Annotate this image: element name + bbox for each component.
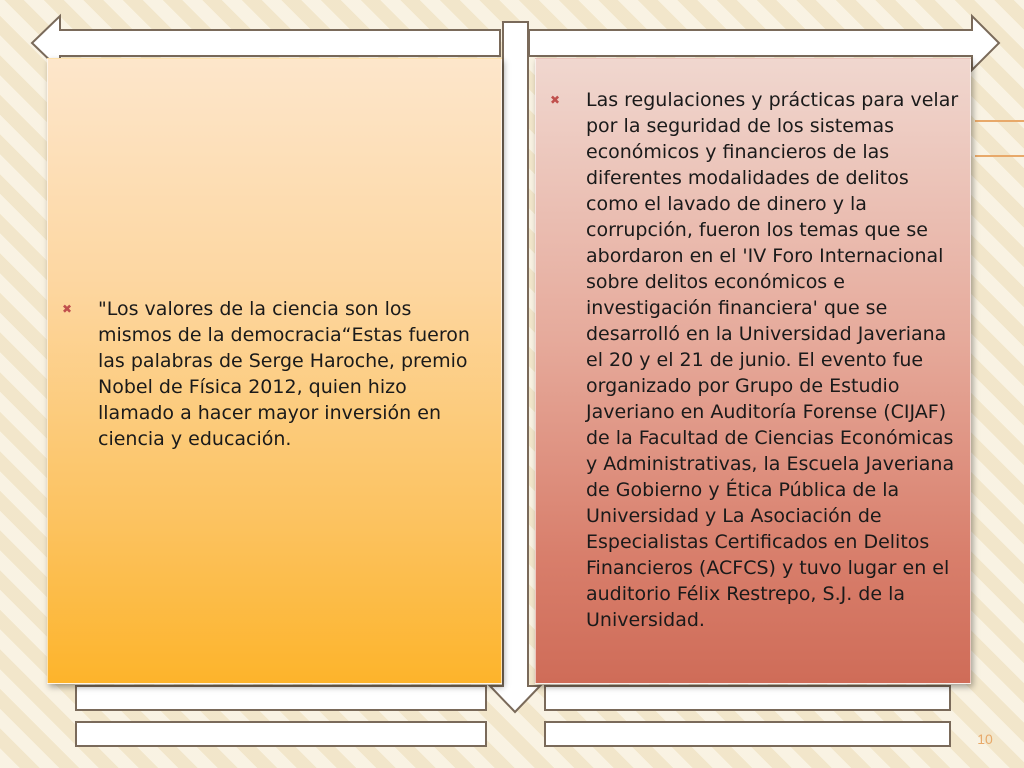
- lower-bar-left-2: [76, 722, 486, 746]
- lower-bar-right-2: [545, 722, 950, 746]
- left-bullet: [48, 296, 501, 452]
- left-bullet-text: "Los valores de la ciencia son los mismos de la democracia“Estas fueron las palabras de Serge Haroche, premio Nobel de Física 2012, quien hizo llamado a hacer mayor inversión en ciencia y educación.: [98, 297, 470, 450]
- lower-bar-left-1: [76, 686, 486, 710]
- left-text-panel: [47, 58, 502, 684]
- page-number: 10: [977, 731, 993, 747]
- cross-bullet-icon: ✖: [62, 301, 73, 316]
- right-bullet-text: Las regulaciones y prácticas para velar por la seguridad de los sistemas económicos y financieros de las diferentes modalidades de delitos como el lavado de dinero y la corrupción, fueron los temas que se abordaron en el 'IV Foro Internacional sobre delitos económicos e investigación financiera' que se desarrolló en la Universidad Javeriana el 20 y el 21 de junio. El evento fue organizado por Grupo de Estudio Javeriano en Auditoría Forense (CIJAF) de la Facultad de Ciencias Económicas y Administrativas, la Escuela Javeriana de Gobierno y Ética Pública de la Universidad y La Asociación de Especialistas Certificados en Delitos Financieros (ACFCS) y tuvo lugar en el auditorio Félix Restrepo, S.J. de la Universidad.: [586, 89, 959, 631]
- cross-bullet-icon: ✖: [550, 93, 561, 107]
- lower-bar-right-1: [545, 686, 950, 710]
- right-text-panel: [535, 58, 971, 684]
- right-bullet: [536, 59, 970, 633]
